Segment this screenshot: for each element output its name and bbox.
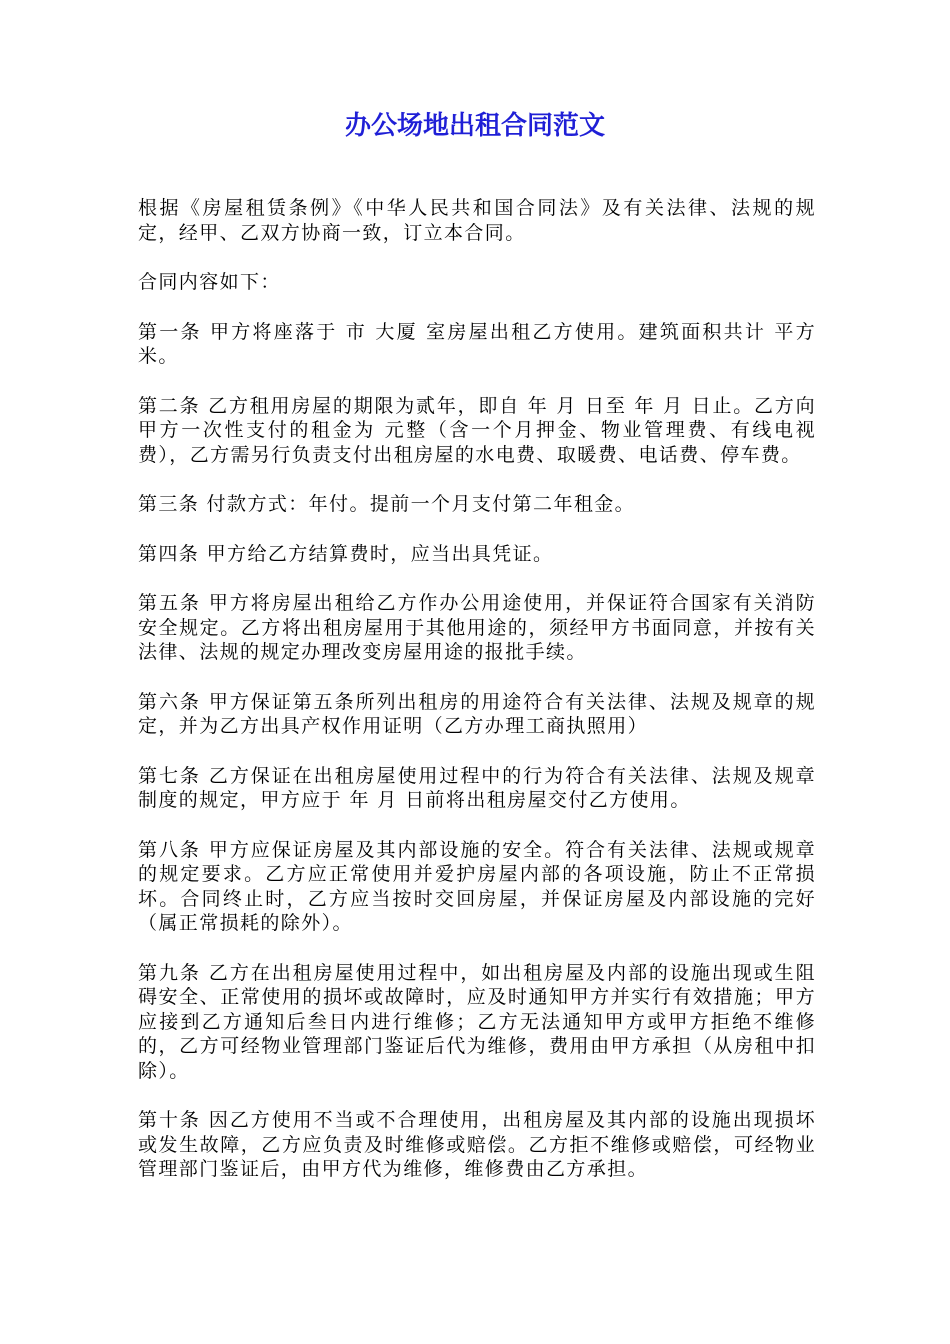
paragraph-preamble: 根据《房屋租赁条例》《中华人民共和国合同法》及有关法律、法规的规定，经甲、乙双方协商一致，订立本合同。 xyxy=(138,197,816,244)
paragraph-article-2: 第二条 乙方租用房屋的期限为贰年，即自 年 月 日至 年 月 日止。乙方向甲方一次性支付的租金为 元整（含一个月押金、物业管理费、有线电视费），乙方需另行负责支付出租房屋的水电费、取暖费、电话费、停车费。 xyxy=(138,394,816,466)
paragraph-article-4: 第四条 甲方给乙方结算费时，应当出具凭证。 xyxy=(138,542,554,565)
paragraph-article-6: 第六条 甲方保证第五条所列出租房的用途符合有关法律、法规及规章的规定，并为乙方出具产权作用证明（乙方办理工商执照用） xyxy=(138,690,816,737)
paragraph-article-3: 第三条 付款方式：年付。提前一个月支付第二年租金。 xyxy=(138,493,636,515)
paragraph-article-9: 第九条 乙方在出租房屋使用过程中，如出租房屋及内部的设施出现或生阻碍安全、正常使用的损坏或故障时，应及时通知甲方并实行有效措施；甲方应接到乙方通知后叁日内进行维修；乙方无法通知甲方或甲方拒绝不维修的，乙方可经物业管理部门鉴证后代为维修，费用由甲方承担（从房租中扣除）。 xyxy=(138,961,816,1082)
paragraph-article-1: 第一条 甲方将座落于 市 大厦 室房屋出租乙方使用。建筑面积共计 平方米。 xyxy=(138,320,816,367)
document-title: 办公场地出租合同范文 xyxy=(344,111,605,141)
paragraph-article-5: 第五条 甲方将房屋出租给乙方作办公用途使用，并保证符合国家有关消防安全规定。乙方将出租房屋用于其他用途的，须经甲方书面同意，并按有关法律、法规的规定办理改变房屋用途的报批手续。 xyxy=(138,592,816,663)
paragraph-article-7: 第七条 乙方保证在出租房屋使用过程中的行为符合有关法律、法规及规章制度的规定，甲方应于 年 月 日前将出租房屋交付乙方使用。 xyxy=(138,764,816,811)
paragraph-contents-intro: 合同内容如下： xyxy=(138,271,281,293)
paragraph-article-8: 第八条 甲方应保证房屋及其内部设施的安全。符合有关法律、法规或规章的规定要求。乙方应正常使用并爱护房屋内部的各项设施，防止不正常损坏。合同终止时，乙方应当按时交回房屋，并保证房屋及内部设施的完好（属正常损耗的除外）。 xyxy=(138,838,816,934)
paragraph-article-10: 第十条 因乙方使用不当或不合理使用，出租房屋及其内部的设施出现损坏或发生故障，乙方应负责及时维修或赔偿。乙方拒不维修或赔偿，可经物业管理部门鉴证后，由甲方代为维修，维修费由乙方承担。 xyxy=(138,1109,816,1180)
document-body xyxy=(138,196,816,1207)
